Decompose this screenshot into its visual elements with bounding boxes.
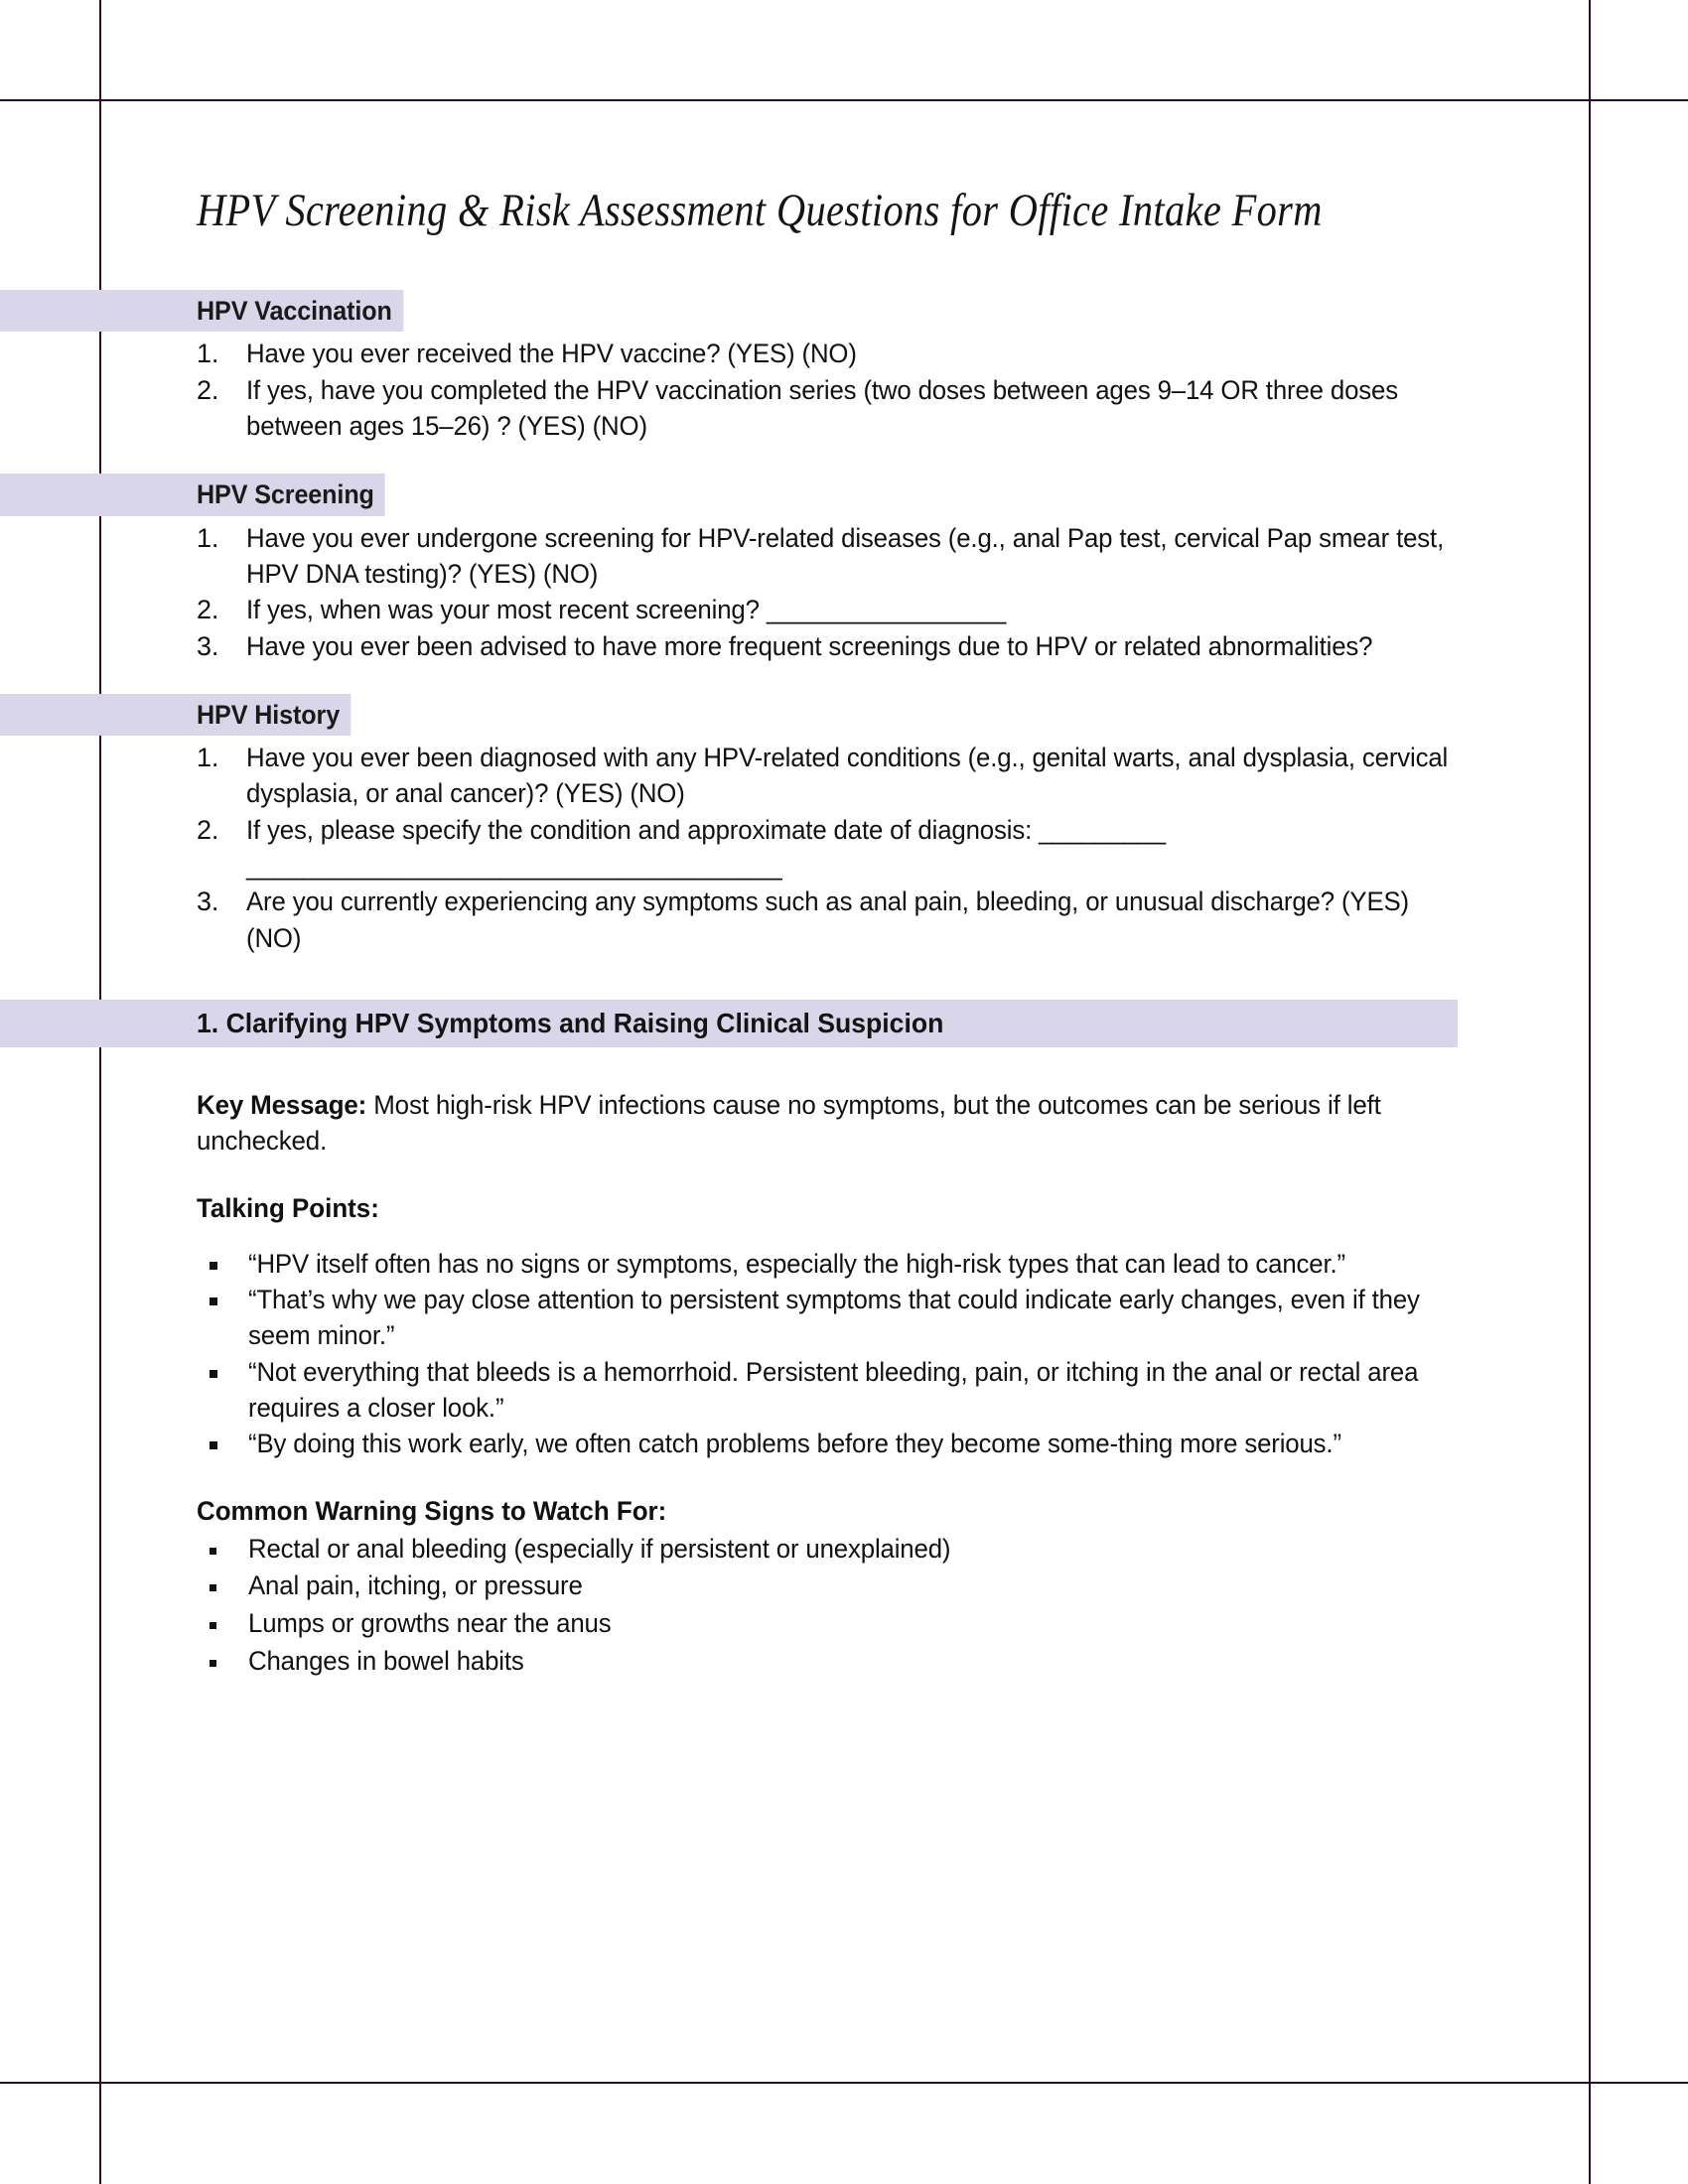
question-text: Are you currently experiencing any symptoms such as anal pain, bleeding, or unusual discharge? (YES) (NO) (246, 887, 1409, 953)
question-text: Have you ever undergone screening for HPV-related diseases (e.g., anal Pap test, cervical Pap smear test, HPV DNA testing)? (YES) (NO) (246, 522, 1445, 589)
list-item-text: “Not everything that bleeds is a hemorrhoid. Persistent bleeding, pain, or itching in the anal or rectal area requires a closer look.” (248, 1356, 1419, 1423)
question-item (197, 372, 1458, 445)
talking-points-label: Talking Points: (197, 1192, 379, 1223)
list-item-text: “That’s why we pay close attention to persistent symptoms that could indicate early changes, even if they seem minor.” (248, 1284, 1420, 1351)
warning-signs-list (197, 1531, 1458, 1681)
section-hpv-vaccination (197, 290, 1458, 444)
question-text: Have you ever been diagnosed with any HPV-related conditions (e.g., genital warts, anal dysplasia, cervical dysplasia, or anal cancer)? (YES) (NO) (246, 743, 1449, 809)
talking-points-list (197, 1246, 1458, 1462)
question-list-vaccination (197, 336, 1458, 444)
list-item (197, 1605, 1458, 1643)
list-item-text: Rectal or anal bleeding (especially if persistent or unexplained) (248, 1533, 951, 1564)
section-hpv-history (197, 694, 1458, 956)
crop-mark-top (0, 99, 1688, 101)
list-item-text: “By doing this work early, we often catch problems before they become some-thing more serious.” (248, 1429, 1341, 1459)
question-number: 2. (197, 374, 219, 405)
list-item (197, 1354, 1458, 1427)
question-text: If yes, have you completed the HPV vaccination series (two doses between ages 9–14 OR three doses between ages 15–26) ? (YES) (NO) (246, 374, 1398, 441)
topic-heading-label: 1. Clarifying HPV Symptoms and Raising Clinical Suspicion (197, 1008, 944, 1039)
question-item (197, 628, 1458, 664)
question-item (197, 740, 1458, 812)
crop-mark-bottom (0, 2082, 1688, 2084)
question-list-history (197, 740, 1458, 956)
topic-heading-band (0, 1000, 1458, 1047)
question-item (197, 336, 1458, 371)
key-message-text: Most high-risk HPV infections cause no symptoms, but the outcomes can be serious if left unchecked. (197, 1090, 1381, 1157)
key-message-label: Key Message: (197, 1090, 367, 1121)
list-item (197, 1282, 1458, 1354)
spacer (197, 1462, 1458, 1496)
list-item (197, 1246, 1458, 1282)
square-bullet-icon (210, 1622, 216, 1629)
list-item-text: Anal pain, itching, or pressure (248, 1570, 583, 1601)
square-bullet-icon (210, 1262, 217, 1270)
square-bullet-icon (210, 1297, 217, 1305)
page-title: HPV Screening & Risk Assessment Questions for Office Intake Form (197, 185, 1323, 236)
list-item (197, 1568, 1458, 1605)
list-item (197, 1426, 1458, 1461)
question-item (197, 812, 1458, 885)
section-heading-label: HPV History (197, 694, 351, 736)
question-item (197, 592, 1458, 627)
question-number: 2. (197, 814, 219, 845)
square-bullet-icon (210, 1660, 216, 1667)
warning-signs-label: Common Warning Signs to Watch For: (197, 1495, 667, 1526)
question-number: 3. (197, 887, 219, 917)
square-bullet-icon (210, 1548, 216, 1555)
square-bullet-icon (210, 1584, 216, 1591)
question-text: If yes, please specify the condition and approximate date of diagnosis: _________ ______________________________________ (246, 814, 1166, 882)
crop-mark-right (1589, 0, 1591, 2184)
question-number: 3. (197, 630, 219, 661)
key-message-paragraph (197, 1087, 1457, 1160)
question-text: Have you ever been advised to have more frequent screenings due to HPV or related abnormalities? (246, 630, 1373, 661)
list-item-text: Lumps or growths near the anus (248, 1608, 612, 1639)
section-hpv-screening (197, 474, 1458, 664)
list-item-text: Changes in bowel habits (248, 1645, 524, 1676)
question-number: 1. (197, 743, 219, 773)
question-number: 2. (197, 595, 219, 625)
question-number: 1. (197, 339, 219, 369)
section-heading-highlight-vaccination (0, 290, 1458, 332)
list-item-text: “HPV itself often has no signs or symptoms, especially the high-risk types that can lead to cancer.” (248, 1248, 1345, 1279)
section-heading-highlight-history (0, 694, 1458, 736)
section-heading-label: HPV Vaccination (197, 290, 403, 332)
list-item (197, 1531, 1458, 1569)
square-bullet-icon (210, 1370, 217, 1378)
section-heading-highlight-screening (0, 474, 1458, 515)
section-heading-label: HPV Screening (197, 474, 385, 515)
square-bullet-icon (210, 1441, 217, 1449)
question-number: 1. (197, 522, 219, 553)
list-item (197, 1643, 1458, 1681)
question-item (197, 520, 1458, 593)
document-content (197, 184, 1458, 1681)
question-text: If yes, when was your most recent screening? _________________ (246, 595, 1007, 625)
question-list-screening (197, 520, 1458, 664)
question-item (197, 884, 1458, 956)
question-text: Have you ever received the HPV vaccine? (YES) (NO) (246, 339, 857, 369)
